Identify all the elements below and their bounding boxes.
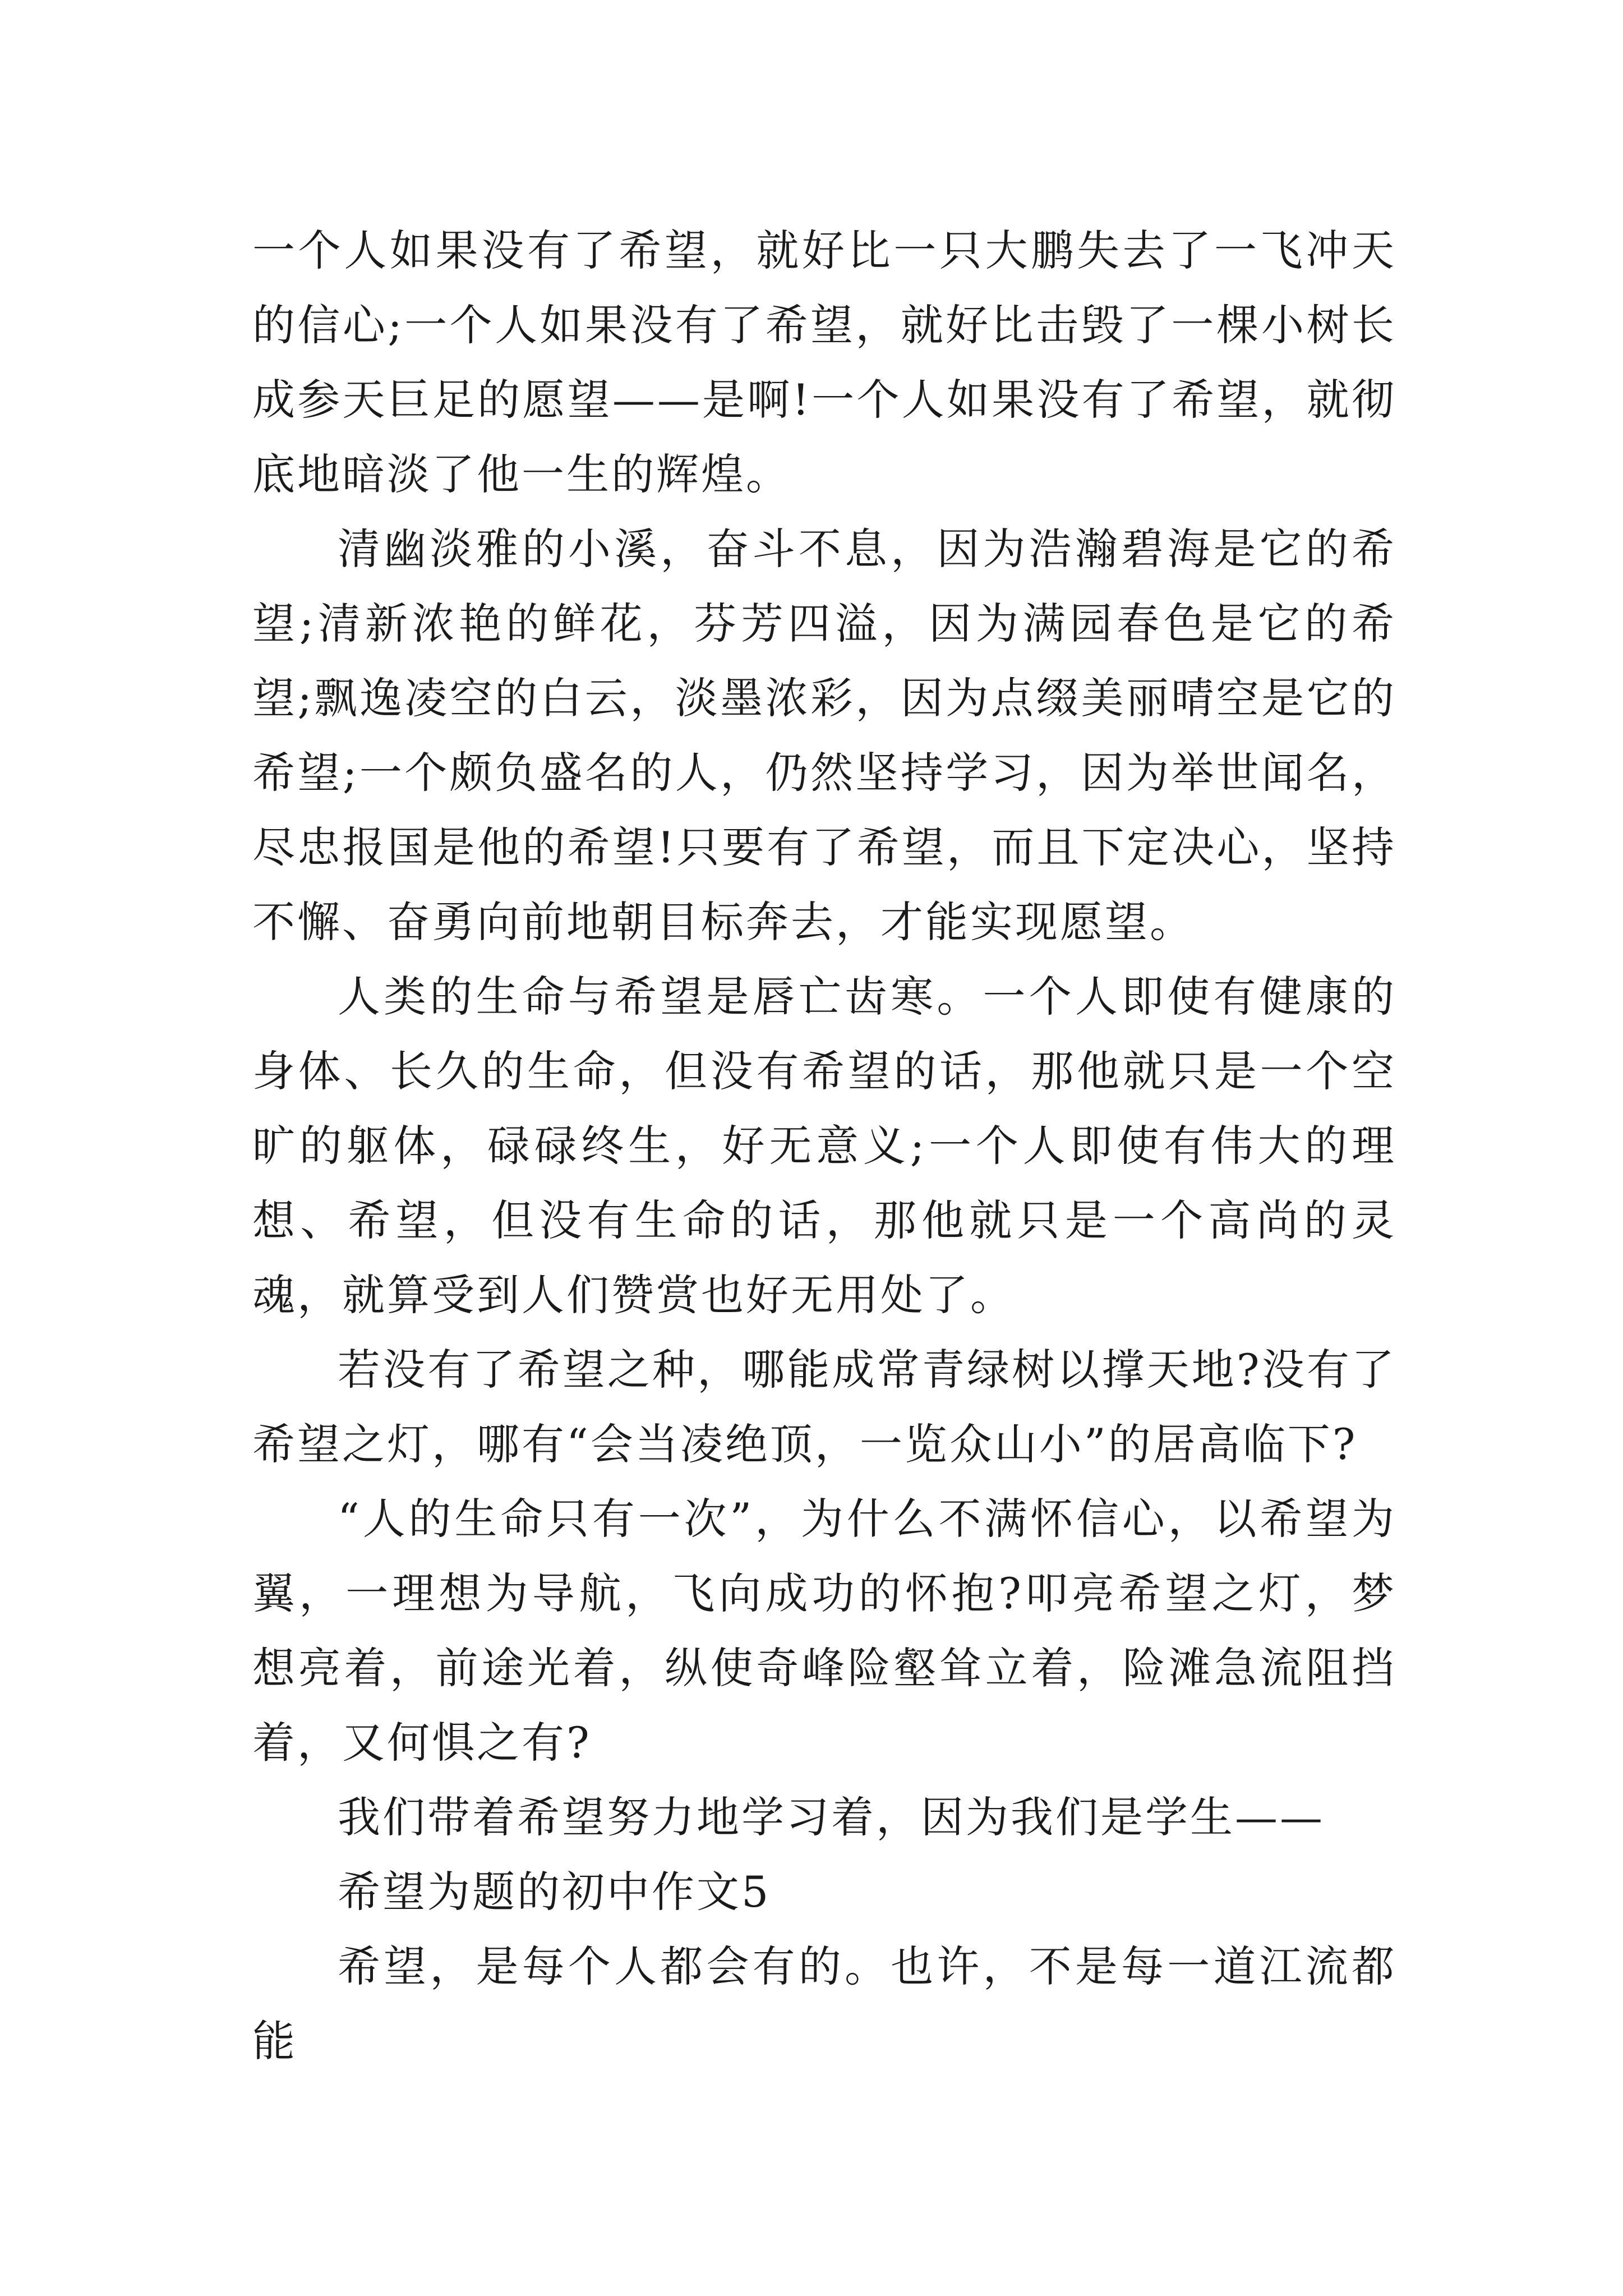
paragraph-2: 清幽淡雅的小溪，奋斗不息，因为浩瀚碧海是它的希望;清新浓艳的鲜花，芬芳四溢，因为满园春色是它的希望;飘逸凌空的白云，淡墨浓彩，因为点缀美丽晴空是它的希望;一个颇负盛名的人，仍然坚持学习，因为举世闻名，尽忠报国是他的希望!只要有了希望，而且下定决心，坚持不懈、奋勇向前地朝目标奔去，才能实现愿望。 bbox=[252, 524, 1396, 947]
paragraph-5: “人的生命只有一次”，为什么不满怀信心，以希望为翼，一理想为导航，飞向成功的怀抱?叩亮希望之灯，梦想亮着，前途光着，纵使奇峰险壑耸立着，险滩急流阻挡着，又何惧之有? bbox=[252, 1494, 1396, 1768]
essay-body bbox=[252, 213, 1396, 2078]
paragraph-4: 若没有了希望之种，哪能成常青绿树以撑天地?没有了希望之灯，哪有“会当凌绝顶，一览众山小”的居高临下? bbox=[252, 1345, 1396, 1469]
section-heading: 希望为题的初中作文5 bbox=[338, 1867, 771, 1917]
paragraph-8: 希望，是每个人都会有的。也许，不是每一道江流都能 bbox=[252, 1941, 1396, 2066]
paragraph-3: 人类的生命与希望是唇亡齿寒。一个人即使有健康的身体、长久的生命，但没有希望的话，那他就只是一个空旷的躯体，碌碌终生，好无意义;一个人即使有伟大的理想、希望，但没有生命的话，那他就只是一个高尚的灵魂，就算受到人们赞赏也好无用处了。 bbox=[252, 972, 1396, 1320]
paragraph-6: 我们带着希望努力地学习着，因为我们是学生—— bbox=[338, 1792, 1325, 1842]
paragraph-1: 一个人如果没有了希望，就好比一只大鹏失去了一飞冲天的信心;一个人如果没有了希望，就好比击毁了一棵小树长成参天巨足的愿望——是啊!一个人如果没有了希望，就彻底地暗淡了他一生的辉煌。 bbox=[252, 226, 1396, 499]
